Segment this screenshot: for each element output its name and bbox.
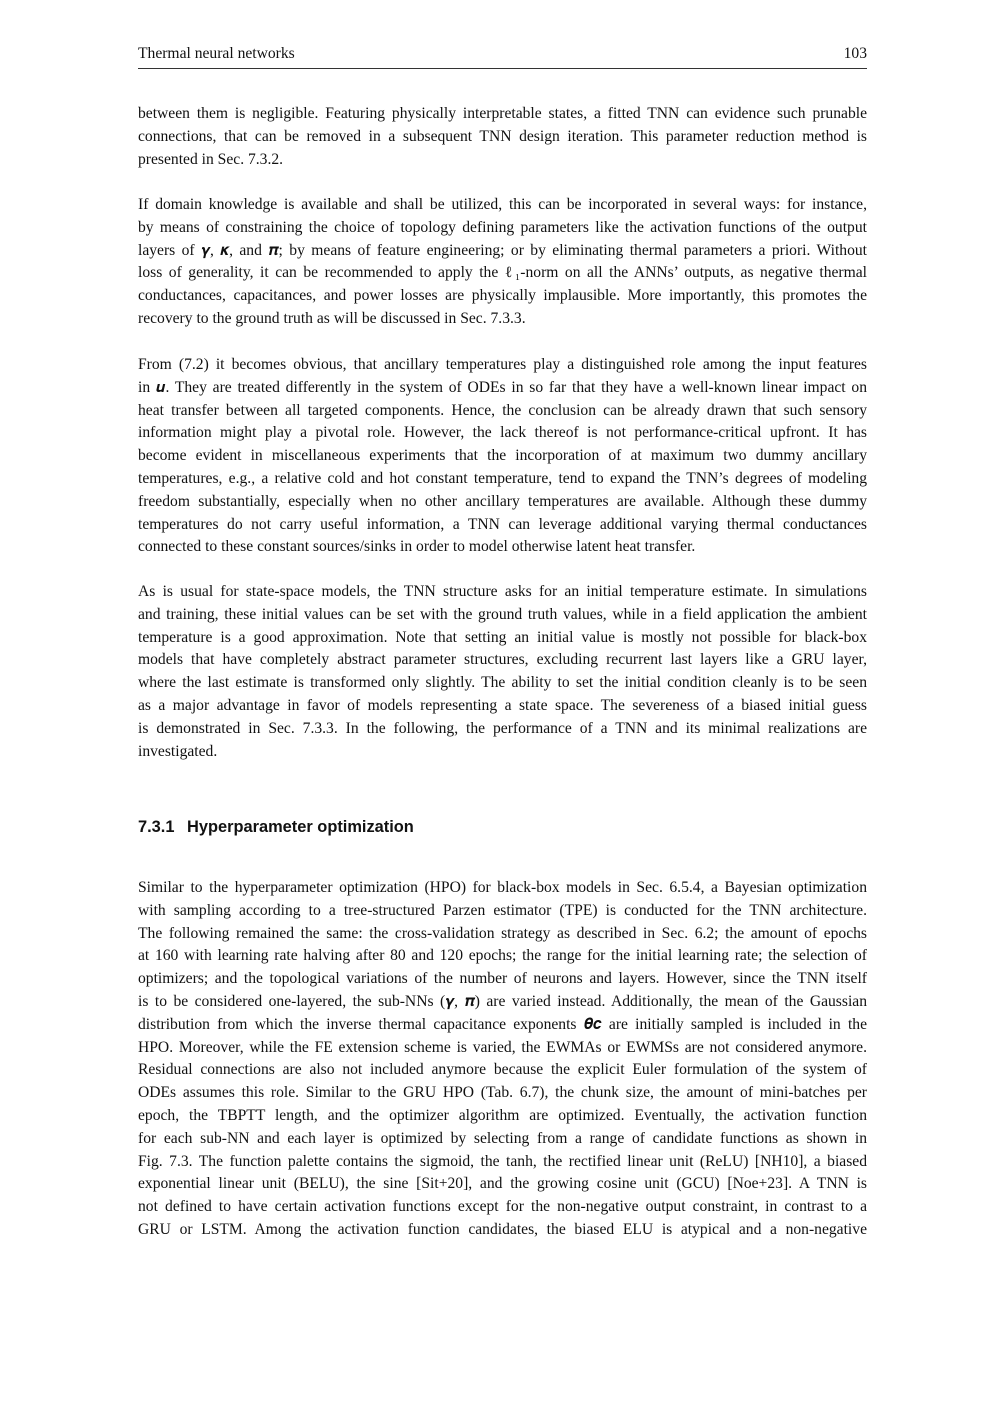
- text-line: temperatures, e.g., a relative cold and hot constant temperature, tend to expand the TNN’s degrees of modeling: [138, 469, 867, 487]
- text-line: connected to these constant sources/sinks in order to model otherwise latent heat transfer.: [138, 538, 696, 556]
- text-line: by means of constraining the choice of topology defining parameters like the activation functions of the output: [138, 218, 867, 236]
- text-line: where the last estimate is transformed only slightly. The ability to set the initial condition cleanly is to be seen: [138, 674, 867, 692]
- text-line: is to be considered one-layered, the sub-NNs (𝜸, 𝝅) are varied instead. Additionally, the mean of the Gaussian: [138, 992, 867, 1010]
- running-title: Thermal neural networks: [138, 45, 295, 62]
- text-line: ODEs assumes this role. Similar to the GRU HPO (Tab. 6.7), the chunk size, the amount of mini-batches per: [138, 1084, 867, 1102]
- text-line: loss of generality, it can be recommended to apply the ℓ₁-norm on all the ANNs’ outputs, as negative thermal: [138, 264, 867, 282]
- text-line: become evident in miscellaneous experiments that the incorporation of at maximum two dummy ancillary: [138, 447, 867, 465]
- section-number: 7.3.1: [138, 818, 175, 836]
- text-line: conductances, capacitances, and power losses are physically implausible. More importantly, this promotes the: [138, 287, 867, 305]
- text-line: recovery to the ground truth as will be discussed in Sec. 7.3.3.: [138, 309, 526, 327]
- text-line: in 𝒖. They are treated differently in the system of ODEs in so far that they have a well-known linear impact on: [138, 378, 867, 396]
- paragraph-pruning: [138, 103, 867, 171]
- text-line: GRU or LSTM. Among the activation function candidates, the biased ELU is atypical and a non-negative: [138, 1220, 867, 1238]
- text-line: Residual connections are also not included anymore because the explicit Euler formulation of the system of: [138, 1061, 867, 1079]
- text-line: as a major advantage in favor of models representing a state space. The severeness of a biased initial guess: [138, 696, 867, 714]
- text-line: at 160 with learning rate halving after 80 and 120 epochs; the range for the initial learning rate; the selection of: [138, 947, 867, 965]
- text-line: presented in Sec. 7.3.2.: [138, 150, 284, 168]
- text-line: is demonstrated in Sec. 7.3.3. In the following, the performance of a TNN and its minimal realizations are: [138, 719, 867, 737]
- text-line: If domain knowledge is available and shall be utilized, this can be incorporated in several ways: for instance,: [138, 196, 867, 213]
- text-line: for each sub-NN and each layer is optimized by selecting from a range of candidate functions as shown in: [138, 1129, 867, 1147]
- text-line: information might play a pivotal role. However, the lack thereof is not performance-critical upfront. It has: [138, 424, 867, 442]
- section-heading: [138, 818, 414, 837]
- text-line: distribution from which the inverse thermal capacitance exponents 𝜽𝒄 are initially sampled is included in the: [138, 1015, 867, 1033]
- text-line: connections, that can be removed in a subsequent TNN design iteration. This parameter reduction method is: [138, 127, 867, 145]
- text-line: investigated.: [138, 742, 218, 760]
- text-line: heat transfer between all targeted components. Hence, the conclusion can be already drawn that such sensory: [138, 401, 867, 419]
- text-line: epoch, the TBPTT length, and the optimizer algorithm are optimized. Eventually, the activation function: [138, 1106, 867, 1124]
- text-line: not defined to have certain activation functions except for the non-negative output constraint, in contrast to a: [138, 1198, 867, 1216]
- text-line: Fig. 7.3. The function palette contains the sigmoid, the tanh, the rectified linear unit (ReLU) [NH10], a biased: [138, 1152, 867, 1170]
- text-line: temperature is a good approximation. Note that setting an initial value is mostly not possible for black-box: [138, 628, 867, 646]
- text-line: with sampling according to a tree-structured Parzen estimator (TPE) is conducted for the TNN architecture.: [138, 901, 867, 919]
- text-line: freedom substantially, especially when no other ancillary temperatures are available. Although these dummy: [138, 492, 867, 510]
- text-line: exponential linear unit (BELU), the sine [Sit+20], and the growing cosine unit (GCU) [Noe+23]. A TNN is: [138, 1175, 867, 1193]
- text-line: between them is negligible. Featuring physically interpretable states, a fitted TNN can evidence such prunable: [138, 105, 867, 122]
- text-line: optimizers; and the topological variations of the number of neurons and layers. However, since the TNN itself: [138, 970, 867, 988]
- text-line: The following remained the same: the cross-validation strategy as described in Sec. 6.2; the amount of epochs: [138, 924, 867, 942]
- section-title: Hyperparameter optimization: [187, 818, 414, 836]
- text-line: As is usual for state-space models, the TNN structure asks for an initial temperature estimate. In simulations: [138, 583, 867, 600]
- text-line: From (7.2) it becomes obvious, that ancillary temperatures play a distinguished role among the input features: [138, 356, 867, 373]
- text-line: temperatures do not carry useful information, a TNN can leverage additional varying thermal conductances: [138, 515, 867, 533]
- text-line: Similar to the hyperparameter optimization (HPO) for black-box models in Sec. 6.5.4, a Bayesian optimization: [138, 879, 867, 896]
- text-line: models that have completely abstract parameter structures, excluding recurrent last layers like a GRU layer,: [138, 651, 867, 669]
- running-header: [138, 44, 867, 69]
- page-number: 103: [843, 45, 867, 62]
- paragraph-initial-estimate: [138, 581, 867, 763]
- text-line: and training, these initial values can be set with the ground truth values, while in a field application the ambient: [138, 605, 867, 623]
- paragraph-domain-knowledge: [138, 194, 867, 331]
- paragraph-hpo: [138, 877, 867, 1242]
- text-line: HPO. Moreover, while the FE extension scheme is varied, the EWMAs or EWMSs are not considered anymore.: [138, 1038, 867, 1056]
- text-line: layers of 𝜸, 𝜿, and 𝝅; by means of feature engineering; or by eliminating thermal parameters a priori. Without: [138, 241, 867, 259]
- paragraph-ancillary-temperatures: [138, 354, 867, 559]
